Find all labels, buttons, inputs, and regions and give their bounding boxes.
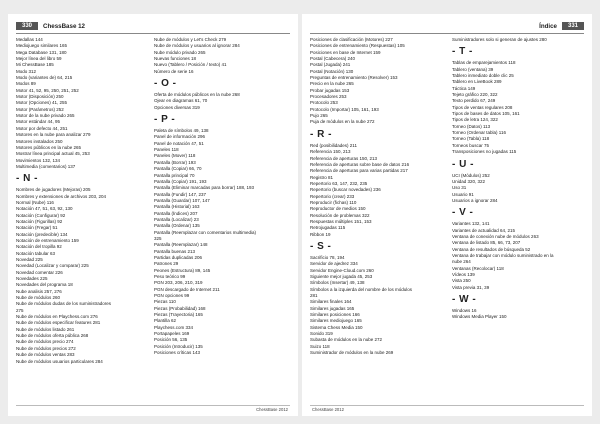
index-entry: Uso 31 [452, 185, 467, 191]
index-entry: Protocolo (Importar) 105, 161, 193 [310, 106, 379, 112]
index-entry: Postal (Jugada) 241 [310, 62, 351, 68]
index-entry: Torneo (Tabla) 118 [452, 136, 490, 142]
index-entry: Tablero en LiveBook 289 [452, 79, 502, 85]
index-entry: Subasta de módulos en la nube 272 [310, 337, 383, 343]
index-entry: Nombres y extensiones de archivos 203, 204 [16, 193, 107, 199]
index-column [16, 37, 144, 365]
index-entry: Repertorio 63, 147, 232, 235 [310, 180, 368, 186]
section-letter-heading: - S - [310, 240, 332, 252]
index-entry: Motores instalados 250 [16, 138, 63, 144]
index-entry: Procesadores 253 [310, 94, 347, 100]
page-number: 331 [562, 22, 584, 30]
index-entry: Posiciones críticas 143 [154, 350, 201, 356]
index-entry: Motor de la nube privado 265 [16, 113, 75, 119]
index-entry: Mega Database 131, 180 [16, 49, 67, 55]
index-entry: 325 [154, 235, 162, 241]
index-entry: Referencia de aperturas para varias partidas 217 [310, 168, 408, 174]
footer-rule [16, 405, 290, 406]
running-title: ChessBase 12 [43, 22, 85, 30]
index-entry: Reproductor de medios 150 [310, 206, 366, 212]
index-entry: Similares jugadas 165 [310, 305, 355, 311]
index-entry: Pantalla (Localizar) 23 [154, 216, 199, 222]
index-entry: Sonido 319 [310, 331, 333, 337]
index-entry: 275 [16, 307, 24, 313]
index-entry: Novedad comentar 226 [16, 269, 63, 275]
index-entry: Postal (Cabecera) 240 [310, 56, 356, 62]
index-entry: Pantalla (Ordenar) 135 [154, 223, 200, 229]
index-entry: Ojear en diagramas 61, 70 [154, 98, 208, 104]
index-entry: Usuario 91 [452, 191, 474, 197]
index-entry: Panel de información 296 [154, 134, 206, 140]
index-entry: Ventanas (Recolocar) 118 [452, 265, 504, 271]
index-entry: Referencia de aperturas 150, 213 [310, 155, 378, 161]
index-entry: Novedad 225 [16, 257, 43, 262]
index-entry: Novedades del programa 18 [16, 282, 73, 288]
index-entry: Posiciones de entrenamiento (Respuestas) 105 [310, 43, 405, 49]
index-entry: Notación tabular 63 [16, 250, 56, 256]
index-entry: Torneo (Datos) 113 [452, 123, 491, 129]
index-entry: PGN opciones 99 [154, 293, 190, 299]
index-entry: Nuevo (Tablero / Posición / texto) 41 [154, 62, 227, 68]
section-letter-heading: - N - [16, 173, 38, 185]
index-entry: Modos 89 [16, 81, 36, 87]
section-letter-heading: - R - [310, 128, 332, 140]
index-entry: Pantalla (Guardar) 107, 147 [154, 197, 210, 203]
index-entry: Retrojugadas 115 [310, 225, 346, 231]
index-entry: Vista 250 [452, 278, 471, 284]
index-column [154, 37, 282, 356]
index-entry: Notación 47, 51, 63, 92, 130 [16, 206, 73, 212]
index-entry: Motor 41, 52, 95, 250, 251, 252 [16, 87, 79, 93]
section-letter-heading: - V - [452, 207, 474, 219]
index-entry: Sistema Chess Media 150 [310, 324, 363, 330]
index-entry: Referencia 150, 213 [310, 149, 351, 155]
page-footer: ChessBase 2012 [256, 407, 288, 412]
index-entry: Pantalla (Eliminar marcadas para borrar) 188, 193 [154, 185, 255, 191]
index-entry: Similares mediojuego 165 [310, 318, 362, 324]
index-entry: Ventana de listado 85, 66, 73, 207 [452, 240, 521, 246]
index-entry: 281 [310, 293, 318, 299]
index-entry: Notación (Figurillas) 92 [16, 218, 63, 224]
index-entry: Plantilla 62 [154, 318, 177, 324]
index-entry: Notación (Fregar) 51 [16, 225, 58, 231]
index-entry: Nube de módulos y usuarios al ignorar 284 [154, 43, 240, 49]
index-entry: Normal (Nube) 116 [16, 199, 54, 205]
index-entry: Piezas (Probabilidad) 168 [154, 305, 206, 311]
index-entry: Puja de módulos en la nube 272 [310, 119, 375, 125]
left-page-header [16, 20, 85, 32]
index-entry: Mediojuego similares 165 [16, 43, 68, 49]
index-entry: Nube de módulos 260 [16, 295, 61, 301]
index-entry: Patrones 29 [154, 261, 179, 267]
index-entry: Nube de módulos oferta pública 268 [16, 333, 89, 339]
index-entry: Motor estándar 44, 95 [16, 119, 61, 125]
index-entry: Usuarios a ignorar 284 [452, 197, 498, 203]
index-entry: Servidor de ajedrez 334 [310, 261, 358, 267]
index-entry: Mejor línea del libro 59 [16, 56, 62, 62]
index-entry: Torneo (Ordenar tabla) 116 [452, 130, 506, 136]
index-entry: Táctica 149 [452, 85, 476, 91]
index-entry: Pantalla (Reemplazar) 148 [154, 242, 208, 248]
index-entry: Peones (Estructura) 89, 145 [154, 267, 211, 273]
index-entry: Posiciones en base de Internet 159 [310, 49, 381, 55]
index-entry: Nube de módulos precio 274 [16, 339, 74, 345]
index-entry: Nube analisis 257, 276 [16, 288, 62, 294]
index-entry: Nube de módulos y Let's Check 279 [154, 37, 227, 42]
footer-rule [310, 405, 584, 406]
index-entry: nube 264 [452, 259, 471, 265]
index-entry: Posición (Introducir) 135 [154, 343, 203, 349]
index-entry: Servidor Engine-Cloud.com 260 [310, 267, 374, 273]
index-entry: Ventana de resultados de búsqueda 52 [452, 246, 531, 252]
index-entry: Pantalla (Historial) 163 [154, 204, 200, 210]
index-entry: Número de serie 16 [154, 68, 194, 74]
section-letter-heading: - U - [452, 158, 474, 170]
index-entry: Portapapeles 169 [154, 331, 190, 337]
index-entry: Ribbon 19 [310, 231, 331, 237]
index-entry: Nube de módulos usuarios particulares 284 [16, 358, 103, 364]
index-entry: Tablero (ventana) 39 [452, 66, 494, 72]
index-entry: Variantes 132, 141 [452, 221, 490, 227]
index-entry: Opciones diversas 319 [154, 104, 200, 110]
index-entry: Nube de módulos precios 272 [16, 345, 76, 351]
index-entry: Similares finales 164 [310, 299, 352, 305]
index-entry: Texto perdido 67, 249 [452, 98, 496, 104]
index-entry: Motor (Disposición) 250 [16, 94, 64, 100]
index-entry: Pantalla (Borrar) 193 [154, 159, 196, 165]
index-entry: Tejeto gráfico 220, 322 [452, 92, 498, 98]
index-entry: Variantes de actualidad 64, 215 [452, 227, 515, 233]
index-entry: Windows 16 [452, 308, 477, 313]
index-entry: Piezas (Trayectoria) 165 [154, 312, 203, 318]
index-entry: Tipos de letra 124, 322 [452, 117, 498, 123]
index-entry: Reproducir (fichas) 110 [310, 199, 357, 205]
index-entry: PGN 203, 206, 210, 319 [154, 280, 203, 286]
index-entry: Motores en la nube para analizar 279 [16, 132, 91, 138]
index-column [452, 37, 580, 321]
index-entry: Notación del tropilla 92 [16, 244, 62, 250]
index-entry: Mi ChessBase 185 [16, 62, 54, 68]
index-entry: Precio en la nube 265 [310, 81, 354, 87]
index-entry: Movimientos 132, 134 [16, 157, 61, 163]
index-entry: Vista previa 31, 39 [452, 284, 490, 290]
index-entry: Paneles (Mover) 118 [154, 153, 196, 159]
index-entry: Pantalla (Fundir) 147, 237 [154, 191, 207, 197]
index-entry: Novedades 225 [16, 276, 48, 282]
index-entry: Suministrador de módulos en la nube 269 [310, 350, 394, 356]
page-number: 330 [16, 22, 38, 30]
index-entry: Peso teórico 99 [154, 274, 186, 279]
index-entry: Respuestas múltiples 151, 153 [310, 218, 372, 224]
index-column [310, 37, 438, 356]
index-entry: Símbolos (Insertar) 49, 138 [310, 280, 365, 286]
index-entry: Modo 312 [16, 68, 37, 74]
index-entry: Unidad 320, 322 [452, 178, 486, 184]
section-letter-heading: - T - [452, 46, 473, 58]
index-entry: Red (posibilidades) 211 [310, 142, 357, 148]
right-page [302, 14, 592, 416]
index-entry: Tipos de ventas regulares 208 [452, 104, 513, 110]
section-letter-heading: - O - [154, 78, 177, 90]
index-entry: Motor (Parámetros) 252 [16, 106, 64, 112]
index-entry: Protocolo 253 [310, 100, 338, 106]
index-entry: Notación (predecible) 134 [16, 231, 68, 237]
index-entry: Novedad (Localizar y comparar) 225 [16, 263, 89, 269]
index-entry: Piezas 110 [154, 299, 176, 305]
index-entry: Tablero inmediato doble clic 25 [452, 73, 514, 79]
index-entry: Multimedia (comentarios) 137 [16, 163, 76, 169]
header-rule [16, 33, 290, 34]
index-entry: Probar jugadas 153 [310, 87, 350, 93]
index-entry: Paleta de símbolos 49, 138 [154, 128, 209, 134]
index-entry: Tablas de emparejamientos 118 [452, 60, 516, 66]
index-entry: Tipos de bases de datos 105, 161 [452, 111, 520, 117]
index-entry: Ventana de conexión nube de módulos 263 [452, 233, 539, 239]
running-title: Índice [539, 22, 557, 30]
index-entry: Windows Media Player 150 [452, 314, 507, 320]
index-entry: Nube módulo privado 265 [154, 49, 206, 55]
index-entry: Motores públicos en la nube 265 [16, 144, 82, 150]
index-entry: Partidas duplicadas 206 [154, 254, 203, 260]
index-entry: Similares posiciones 166 [310, 312, 360, 318]
index-entry: Repertorio (crear) 233 [310, 193, 355, 199]
index-entry: Pantalla (Reemplazar con comentarios multimedia) [154, 229, 257, 235]
index-entry: Nube de módulos ventas 283 [16, 352, 75, 358]
index-entry: Registro 81 [310, 174, 334, 180]
index-entry: Resolución de problemas 322 [310, 212, 370, 218]
index-entry: Suministradores solo si generan de ajustes 280 [452, 37, 547, 42]
index-entry: Pantalla (Copiar) 66, 70 [154, 166, 202, 172]
index-entry: Panel de notación 47, 51 [154, 140, 204, 146]
index-entry: Ventana de trabajar con módulo suministrado en la [452, 252, 554, 258]
index-entry: Notación de entrenamiento 159 [16, 237, 79, 243]
index-entry: Postal (Notación) 130 [310, 68, 354, 74]
index-entry: Oferta de módulos públicos en la nube 268 [154, 92, 240, 98]
index-entry: Motor (Opciones) 41, 255 [16, 100, 68, 106]
index-entry: Mostrar línea principal actual 45, 253 [16, 151, 90, 157]
index-entry: Transposiciones no jugadas 115 [452, 149, 517, 155]
section-letter-heading: - P - [154, 114, 176, 126]
page-footer: ChessBase 2012 [312, 407, 344, 412]
index-entry: Playchess.com 334 [154, 324, 194, 330]
index-entry: Repertorio (buscar novedades) 236 [310, 187, 381, 193]
index-entry: Medallas 144 [16, 37, 43, 42]
index-entry: PGN descargado de Internet 211 [154, 286, 220, 292]
left-page [8, 14, 298, 416]
index-entry: Nombres de jugadores (Mejoras) 205 [16, 187, 91, 193]
index-entry: Pantalla principal 70 [154, 172, 195, 178]
index-entry: Nube de módulos dudas de los suministradores [16, 301, 112, 307]
header-rule [310, 33, 584, 34]
index-entry: Suizo 118 [310, 343, 330, 349]
index-entry: Torneos buscar 75 [452, 142, 490, 148]
index-entry: Pujo 265 [310, 113, 328, 119]
index-entry: Nube de módulos especificar features 281 [16, 320, 101, 326]
right-page-header [539, 20, 584, 32]
index-entry: Modo (variantes de) 64, 215 [16, 75, 73, 81]
index-entry: Motor por defecto 44, 251 [16, 125, 68, 131]
index-entry: Notación (Configurar) 92 [16, 212, 66, 218]
section-letter-heading: - W - [452, 294, 477, 305]
index-entry: Sacrificio 78, 194 [310, 254, 345, 260]
index-entry: Vídeos 139 [452, 271, 475, 277]
index-entry: Preguntas de entrenamiento (Resolver) 153 [310, 75, 398, 81]
index-entry: Paneles 118 [154, 147, 179, 153]
index-entry: Posiciones de clasificación (Motores) 227 [310, 37, 393, 42]
index-entry: Nube de módulos en Playchess.com 276 [16, 314, 98, 320]
index-entry: Nube de módulos listado 261 [16, 326, 75, 332]
index-entry: Pantalla (Índices) 207 [154, 210, 198, 216]
index-entry: Símbolos a la izquierda del nombre de los módulos [310, 286, 413, 292]
index-entry: Pantalla (Copiar) 191, 193 [154, 178, 207, 184]
index-entry: Referencia de aperturas sobre base de datos 216 [310, 161, 410, 167]
index-entry: Siguiente mejor jugada 45, 253 [310, 274, 373, 279]
index-entry: Nuevas funciones 18 [154, 56, 197, 62]
index-entry: Pantalla buenas 213 [154, 248, 196, 254]
index-entry: UCI (Módulos) 252 [452, 172, 490, 178]
index-entry: Posición 56, 135 [154, 337, 188, 343]
